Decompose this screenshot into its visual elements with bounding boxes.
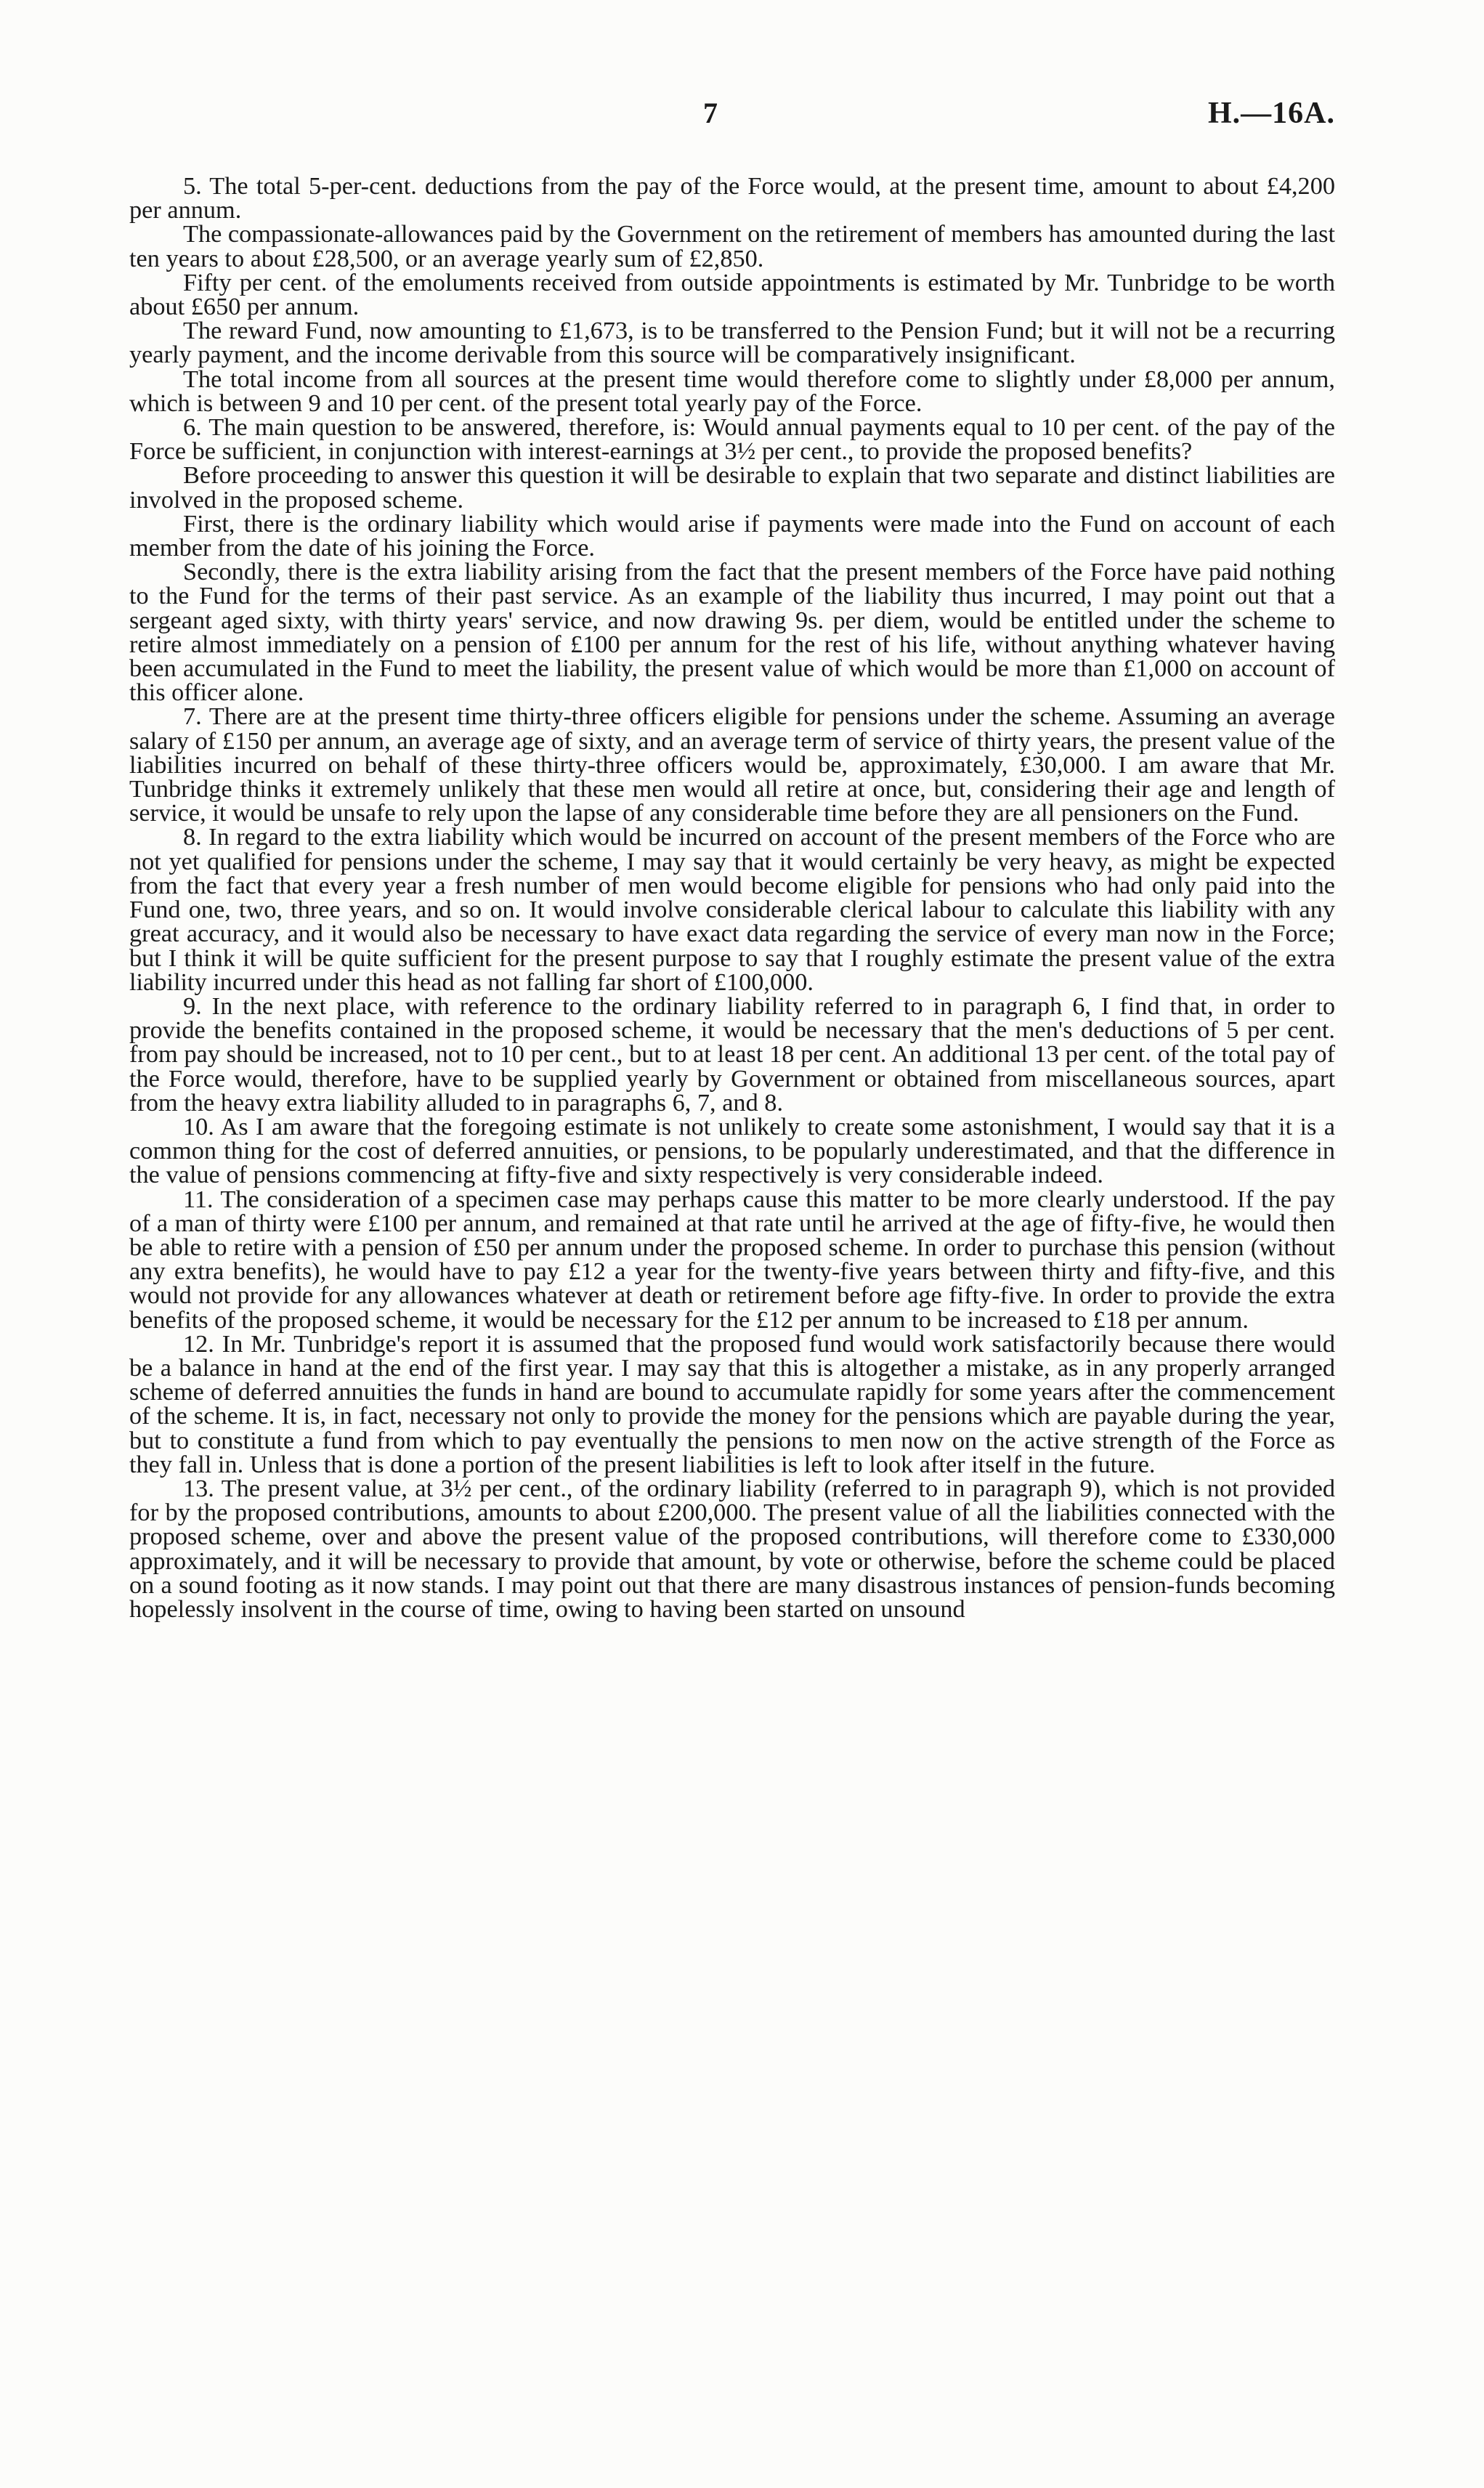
page-number: 7 — [703, 97, 718, 129]
paragraph-7: 7. There are at the present time thirty-three officers eligible for pensions under the scheme. Assuming an average salary of £150 per annum, an average age of sixty, and an average term of service of thirty years, the present value of the liabilities incurred on behalf of these thirty-three officers would be, approximately, £30,000. I am aware that Mr. Tunbridge thinks it extremely unlikely that these men would all retire at once, but, considering their age and length of service, it would be unsafe to rely upon the lapse of any considerable time before they are all pensioners on the Fund. — [129, 702, 1335, 827]
paragraph-10: 10. As I am aware that the foregoing estimate is not unlikely to create some astonishment, I would say that it is a common thing for the cost of deferred annuities, or pensions, to be popularly underestimated, and that the difference in the value of pensions commencing at fifty-five and sixty respectively is very considerable indeed. — [129, 1112, 1335, 1189]
paragraph-11: 11. The consideration of a specimen case may perhaps cause this matter to be more clearly understood. If the pay of a man of thirty were £100 per annum, and remained at that rate until he arrived at the age of fifty-five, he would then be able to retire with a pension of £50 per annum under the proposed scheme. In order to purchase this pension (without any extra benefits), he would have to pay £12 a year for the twenty-five years between thirty and fifty-five, and this would not provide for any allowances whatever at death or retirement before age fifty-five. In order to provide the extra benefits of the proposed scheme, it would be necessary for the £12 per annum to be increased to £18 per annum. — [129, 1185, 1335, 1334]
paragraph-8: 8. In regard to the extra liability which would be incurred on account of the present members of the Force who are not yet qualified for pensions under the scheme, I may say that it would certainly be very heavy, as might be expected from the fact that every year a fresh number of men would become eligible for pensions who had only paid into the Fund one, two, three years, and so on. It would involve considerable clerical labour to calculate this liability with any great accuracy, and it would also be necessary to have exact data regarding the service of every man now in the Force; but I think it will be quite sufficient for the present purpose to say that I roughly estimate the present value of the extra liability incurred under this head as not falling far short of £100,000. — [129, 823, 1335, 996]
paragraph-compassionate-allowances: The compassionate-allowances paid by the Government on the retirement of members has amounted during the last ten years to about £28,500, or an average yearly sum of £2,850. — [129, 220, 1335, 272]
paragraph-13: 13. The present value, at 3½ per cent., of the ordinary liability (referred to in paragraph 9), which is not provided for by the proposed contributions, amounts to about £200,000. The present value of all the liabilities connected with the proposed scheme, over and above the present value of the proposed contributions, will therefore come to £330,000 approximately, and it will be necessary to provide that amount, by vote or otherwise, before the scheme could be placed on a sound footing as it now stands. I may point out that there are many disastrous instances of pension-funds becoming hopelessly insolvent in the course of time, owing to having been started on unsound — [129, 1474, 1335, 1623]
paragraph-6: 6. The main question to be answered, therefore, is: Would annual payments equal to 10 per cent. of the pay of the Force be sufficient, in conjunction with interest-earnings at 3½ per cent., to provide the proposed benefits? — [129, 413, 1335, 466]
paragraph-ordinary-liability: First, there is the ordinary liability which would arise if payments were made into the Fund on account of each member from the date of his joining the Force. — [129, 509, 1335, 562]
document-reference: H.—16A. — [1208, 97, 1335, 130]
body-text — [129, 174, 1335, 1621]
page-header — [129, 96, 1335, 139]
paragraph-reward-fund: The reward Fund, now amounting to £1,673, is to be transferred to the Pension Fund; but it will not be a recurring yearly payment, and the income derivable from this source will be comparatively insignificant. — [129, 317, 1335, 369]
paragraph-two-liabilities: Before proceeding to answer this question it will be desirable to explain that two separate and distinct liabilities are involved in the proposed scheme. — [129, 461, 1335, 514]
paragraph-5: 5. The total 5-per-cent. deductions from the pay of the Force would, at the present time, amount to about £4,200 per annum. — [129, 172, 1335, 224]
paragraph-total-income: The total income from all sources at the present time would therefore come to slightly under £8,000 per annum, which is between 9 and 10 per cent. of the present total yearly pay of the Force. — [129, 365, 1335, 417]
paragraph-12: 12. In Mr. Tunbridge's report it is assumed that the proposed fund would work satisfactorily because there would be a balance in hand at the end of the first year. I may say that this is altogether a mistake, as in any properly arranged scheme of deferred annuities the funds in hand are bound to accumulate rapidly for some years after the commencement of the scheme. It is, in fact, necessary not only to provide the money for the pensions which are payable during the year, but to constitute a fund from which to pay eventually the pensions to men now on the active strength of the Force as they fall in. Unless that is done a portion of the present liabilities is left to look after itself in the future. — [129, 1329, 1335, 1478]
paragraph-emoluments: Fifty per cent. of the emoluments received from outside appointments is estimated by Mr. Tunbridge to be worth about £650 per annum. — [129, 268, 1335, 321]
paragraph-extra-liability: Secondly, there is the extra liability arising from the fact that the present members of the Force have paid nothing to the Fund for the terms of their past service. As an example of the liability thus incurred, I may point out that a sergeant aged sixty, with thirty years' service, and now drawing 9s. per diem, would be entitled under the scheme to retire almost immediately on a pension of £100 per annum for the rest of his life, without anything whatever having been accumulated in the Fund to meet the liability, the present value of which would be more than £1,000 on account of this officer alone. — [129, 558, 1335, 707]
paragraph-9: 9. In the next place, with reference to the ordinary liability referred to in paragraph 6, I find that, in order to provide the benefits contained in the proposed scheme, it would be necessary that the men's deductions of 5 per cent. from pay should be increased, not to 10 per cent., but to at least 18 per cent. An additional 13 per cent. of the total pay of the Force would, therefore, have to be supplied yearly by Government or obtained from miscellaneous sources, apart from the heavy extra liability alluded to in paragraphs 6, 7, and 8. — [129, 992, 1335, 1117]
